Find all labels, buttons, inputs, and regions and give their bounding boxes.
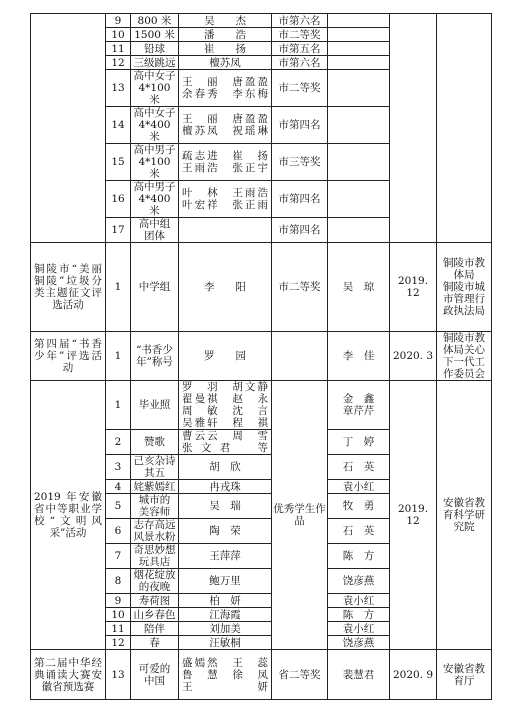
row-number-cell: 13 — [106, 70, 131, 107]
advisor-cell — [328, 218, 390, 243]
row-number-cell: 1 — [106, 243, 131, 332]
advisor-cell: 吴 琼 — [328, 243, 390, 332]
names-cell — [179, 480, 272, 494]
student-name-line: 曹云云 周 雪 — [182, 430, 268, 442]
row-number-cell: 11 — [106, 622, 131, 636]
row-number-cell: 10 — [106, 608, 131, 622]
student-name-line: 潘 浩 — [204, 28, 246, 41]
student-name-line: 王 妍 — [182, 680, 268, 693]
advisor-cell: 石 英 — [328, 455, 390, 480]
item-cell: 志存高远 风景水粉 — [131, 519, 179, 544]
names-cell — [179, 519, 272, 544]
student-name-line: 冉戎珠 — [209, 480, 241, 493]
advisor-cell: 金 鑫 章芹芹 — [328, 381, 390, 430]
row-number-cell: 6 — [106, 519, 131, 544]
student-name-line: 江海霞 — [209, 608, 241, 621]
award-cell: 市二等奖 — [272, 70, 328, 107]
event-name-cell: 第二届中华经典诵读大赛安徽省预选赛 — [31, 650, 106, 700]
row-number-cell: 3 — [106, 455, 131, 480]
date-cell: 2020. 3 — [390, 332, 437, 381]
row-number-cell: 10 — [106, 28, 131, 42]
row-number-cell: 16 — [106, 181, 131, 218]
row-number-cell: 17 — [106, 218, 131, 243]
student-name-line: 檀苏凤 — [209, 56, 241, 69]
advisor-cell — [328, 144, 390, 181]
student-name-line: 翟曼祺 赵 永 — [182, 393, 268, 405]
item-cell: 姹紫嫣红 — [131, 480, 179, 494]
advisor-cell — [328, 42, 390, 56]
names-cell — [179, 243, 272, 332]
item-cell: 高中女子 4*100 米 — [131, 70, 179, 107]
student-name-line: 陶 荣 — [209, 525, 241, 537]
student-name-line: 檀苏凤 祝瑶琳 — [182, 125, 268, 137]
event-name-cell — [31, 14, 106, 243]
student-name-line: 叶 林 王雨浩 — [182, 187, 268, 199]
date-cell: 2019. 12 — [390, 381, 437, 650]
item-cell: 寿荷图 — [131, 594, 179, 608]
names-cell — [179, 622, 272, 636]
student-name-line: 罗 羽 胡文静 — [182, 381, 268, 393]
organizer-cell: 安徽省教育科学研究院 — [437, 381, 492, 650]
student-name-line: 吴 杰 — [204, 14, 246, 27]
table-row — [31, 332, 492, 381]
award-cell — [272, 332, 328, 381]
award-cell: 省二等奖 — [272, 650, 328, 700]
row-number-cell: 12 — [106, 636, 131, 650]
award-cell: 市第四名 — [272, 218, 328, 243]
organizer-cell: 铜陵市教体局 铜陵市城市管理行政执法局 — [437, 243, 492, 332]
student-name-line: 胡 欣 — [209, 461, 241, 473]
names-cell — [179, 381, 272, 430]
item-cell: “书香少年”称号 — [131, 332, 179, 381]
item-cell: 赞歌 — [131, 430, 179, 455]
item-cell: 中学组 — [131, 243, 179, 332]
names-cell — [179, 430, 272, 455]
names-cell — [179, 70, 272, 107]
event-name-cell: 第四届“书香少年”评选活动 — [31, 332, 106, 381]
names-cell — [179, 494, 272, 519]
names-cell — [179, 56, 272, 70]
advisor-cell: 饶彦燕 — [328, 569, 390, 594]
table-row — [31, 14, 492, 28]
event-name-cell: 2019 年安徽省中等职业学校“文明风采”活动 — [31, 381, 106, 650]
advisor-cell: 袁小红 — [328, 480, 390, 494]
advisor-cell: 陈 方 — [328, 544, 390, 569]
names-cell — [179, 636, 272, 650]
advisor-cell: 袁小红 — [328, 594, 390, 608]
advisor-cell — [328, 70, 390, 107]
student-name-line: 张文君 等 — [182, 442, 268, 454]
award-cell: 市二等奖 — [272, 243, 328, 332]
names-cell — [179, 332, 272, 381]
awards-table — [30, 13, 492, 700]
advisor-cell: 饶彦燕 — [328, 636, 390, 650]
advisor-cell: 袁小红 — [328, 622, 390, 636]
names-cell — [179, 28, 272, 42]
student-name-line: 罗 园 — [204, 350, 246, 362]
item-cell: 高中男子 4*400 米 — [131, 181, 179, 218]
names-cell — [179, 218, 272, 243]
row-number-cell: 14 — [106, 107, 131, 144]
names-cell — [179, 144, 272, 181]
award-cell: 市三等奖 — [272, 144, 328, 181]
advisor-cell — [328, 56, 390, 70]
award-cell: 市二等奖 — [272, 28, 328, 42]
advisor-cell: 陈 方 — [328, 608, 390, 622]
table-row — [31, 650, 492, 700]
advisor-cell — [328, 28, 390, 42]
student-name-line: 李 阳 — [204, 281, 246, 293]
names-cell — [179, 650, 272, 700]
names-cell — [179, 14, 272, 28]
row-number-cell: 5 — [106, 494, 131, 519]
event-name-cell: 铜陵市“美丽铜陵”垃圾分类主题征文评选活动 — [31, 243, 106, 332]
row-number-cell: 9 — [106, 594, 131, 608]
student-name-line: 王雨浩 张正宇 — [182, 162, 268, 174]
item-cell: 铅球 — [131, 42, 179, 56]
student-name-line: 王 丽 唐盈盈 — [182, 76, 268, 88]
row-number-cell: 7 — [106, 544, 131, 569]
student-name-line: 吴 瑞 — [209, 500, 241, 512]
names-cell — [179, 455, 272, 480]
item-cell: 800 米 — [131, 14, 179, 28]
row-number-cell: 12 — [106, 56, 131, 70]
item-cell: 山乡春色 — [131, 608, 179, 622]
organizer-cell: 铜陵市教体局关心下一代工作委员会 — [437, 332, 492, 381]
student-name-line: 鲍万里 — [209, 575, 241, 587]
organizer-cell: 安徽省教育厅 — [437, 650, 492, 700]
row-number-cell: 11 — [106, 42, 131, 56]
advisor-cell — [328, 107, 390, 144]
names-cell — [179, 107, 272, 144]
organizer-cell — [437, 14, 492, 243]
student-name-line: 王萍萍 — [209, 550, 241, 562]
row-number-cell: 9 — [106, 14, 131, 28]
advisor-cell: 裴慧君 — [328, 650, 390, 700]
item-cell: 烟花绽放 的夜晚 — [131, 569, 179, 594]
item-cell: 高中女子 4*400 米 — [131, 107, 179, 144]
item-cell: 奇思妙想 玩具店 — [131, 544, 179, 569]
item-cell: 春 — [131, 636, 179, 650]
advisor-cell: 丁 婷 — [328, 430, 390, 455]
table-row — [31, 243, 492, 332]
item-cell: 可爱的 中国 — [131, 650, 179, 700]
advisor-cell: 牧 勇 — [328, 494, 390, 519]
award-cell: 市第四名 — [272, 181, 328, 218]
date-cell: 2020. 9 — [390, 650, 437, 700]
advisor-cell: 石 英 — [328, 519, 390, 544]
student-name-line: 崔 扬 — [204, 42, 246, 55]
item-cell: 高中组 团体 — [131, 218, 179, 243]
names-cell — [179, 569, 272, 594]
date-cell: 2019. 12 — [390, 243, 437, 332]
student-name-line: 疏志进 崔 扬 — [182, 150, 268, 162]
item-cell: 毕业照 — [131, 381, 179, 430]
item-cell: 三级跳远 — [131, 56, 179, 70]
table-row — [31, 381, 492, 430]
student-name-line: 周 敏 沈 言 — [182, 405, 268, 417]
student-name-line: 盛嫣然 王 蕊 — [182, 656, 268, 669]
student-name-line: 柏 妍 — [209, 594, 241, 607]
names-cell — [179, 594, 272, 608]
item-cell: 1500 米 — [131, 28, 179, 42]
row-number-cell: 4 — [106, 480, 131, 494]
date-cell — [390, 14, 437, 243]
row-number-cell: 2 — [106, 430, 131, 455]
item-cell: 陪伴 — [131, 622, 179, 636]
item-cell: 城市的 美容师 — [131, 494, 179, 519]
student-name-line: 王 丽 唐盈盈 — [182, 113, 268, 125]
award-cell: 市第六名 — [272, 56, 328, 70]
student-name-line: 鲁 慧 徐 凤 — [182, 668, 268, 681]
award-cell: 市第四名 — [272, 107, 328, 144]
student-name-line: 叶宏祥 张正雨 — [182, 199, 268, 211]
student-name-line: 吴雅轩 程 祺 — [182, 417, 268, 429]
row-number-cell: 15 — [106, 144, 131, 181]
row-number-cell: 1 — [106, 332, 131, 381]
advisor-cell — [328, 181, 390, 218]
student-name-line: 余春秀 李东梅 — [182, 88, 268, 100]
award-group-cell: 优秀学生作品 — [272, 381, 328, 650]
row-number-cell: 1 — [106, 381, 131, 430]
item-cell: 己亥杂诗 其五 — [131, 455, 179, 480]
student-name-line: 刘加美 — [209, 622, 241, 635]
student-name-line: 汪敏桐 — [209, 636, 241, 649]
names-cell — [179, 181, 272, 218]
advisor-cell: 李 佳 — [328, 332, 390, 381]
award-cell: 市第五名 — [272, 42, 328, 56]
row-number-cell: 8 — [106, 569, 131, 594]
advisor-cell — [328, 14, 390, 28]
item-cell: 高中男子 4*100 米 — [131, 144, 179, 181]
names-cell — [179, 42, 272, 56]
row-number-cell: 13 — [106, 650, 131, 700]
names-cell — [179, 608, 272, 622]
award-cell: 市第六名 — [272, 14, 328, 28]
names-cell — [179, 544, 272, 569]
